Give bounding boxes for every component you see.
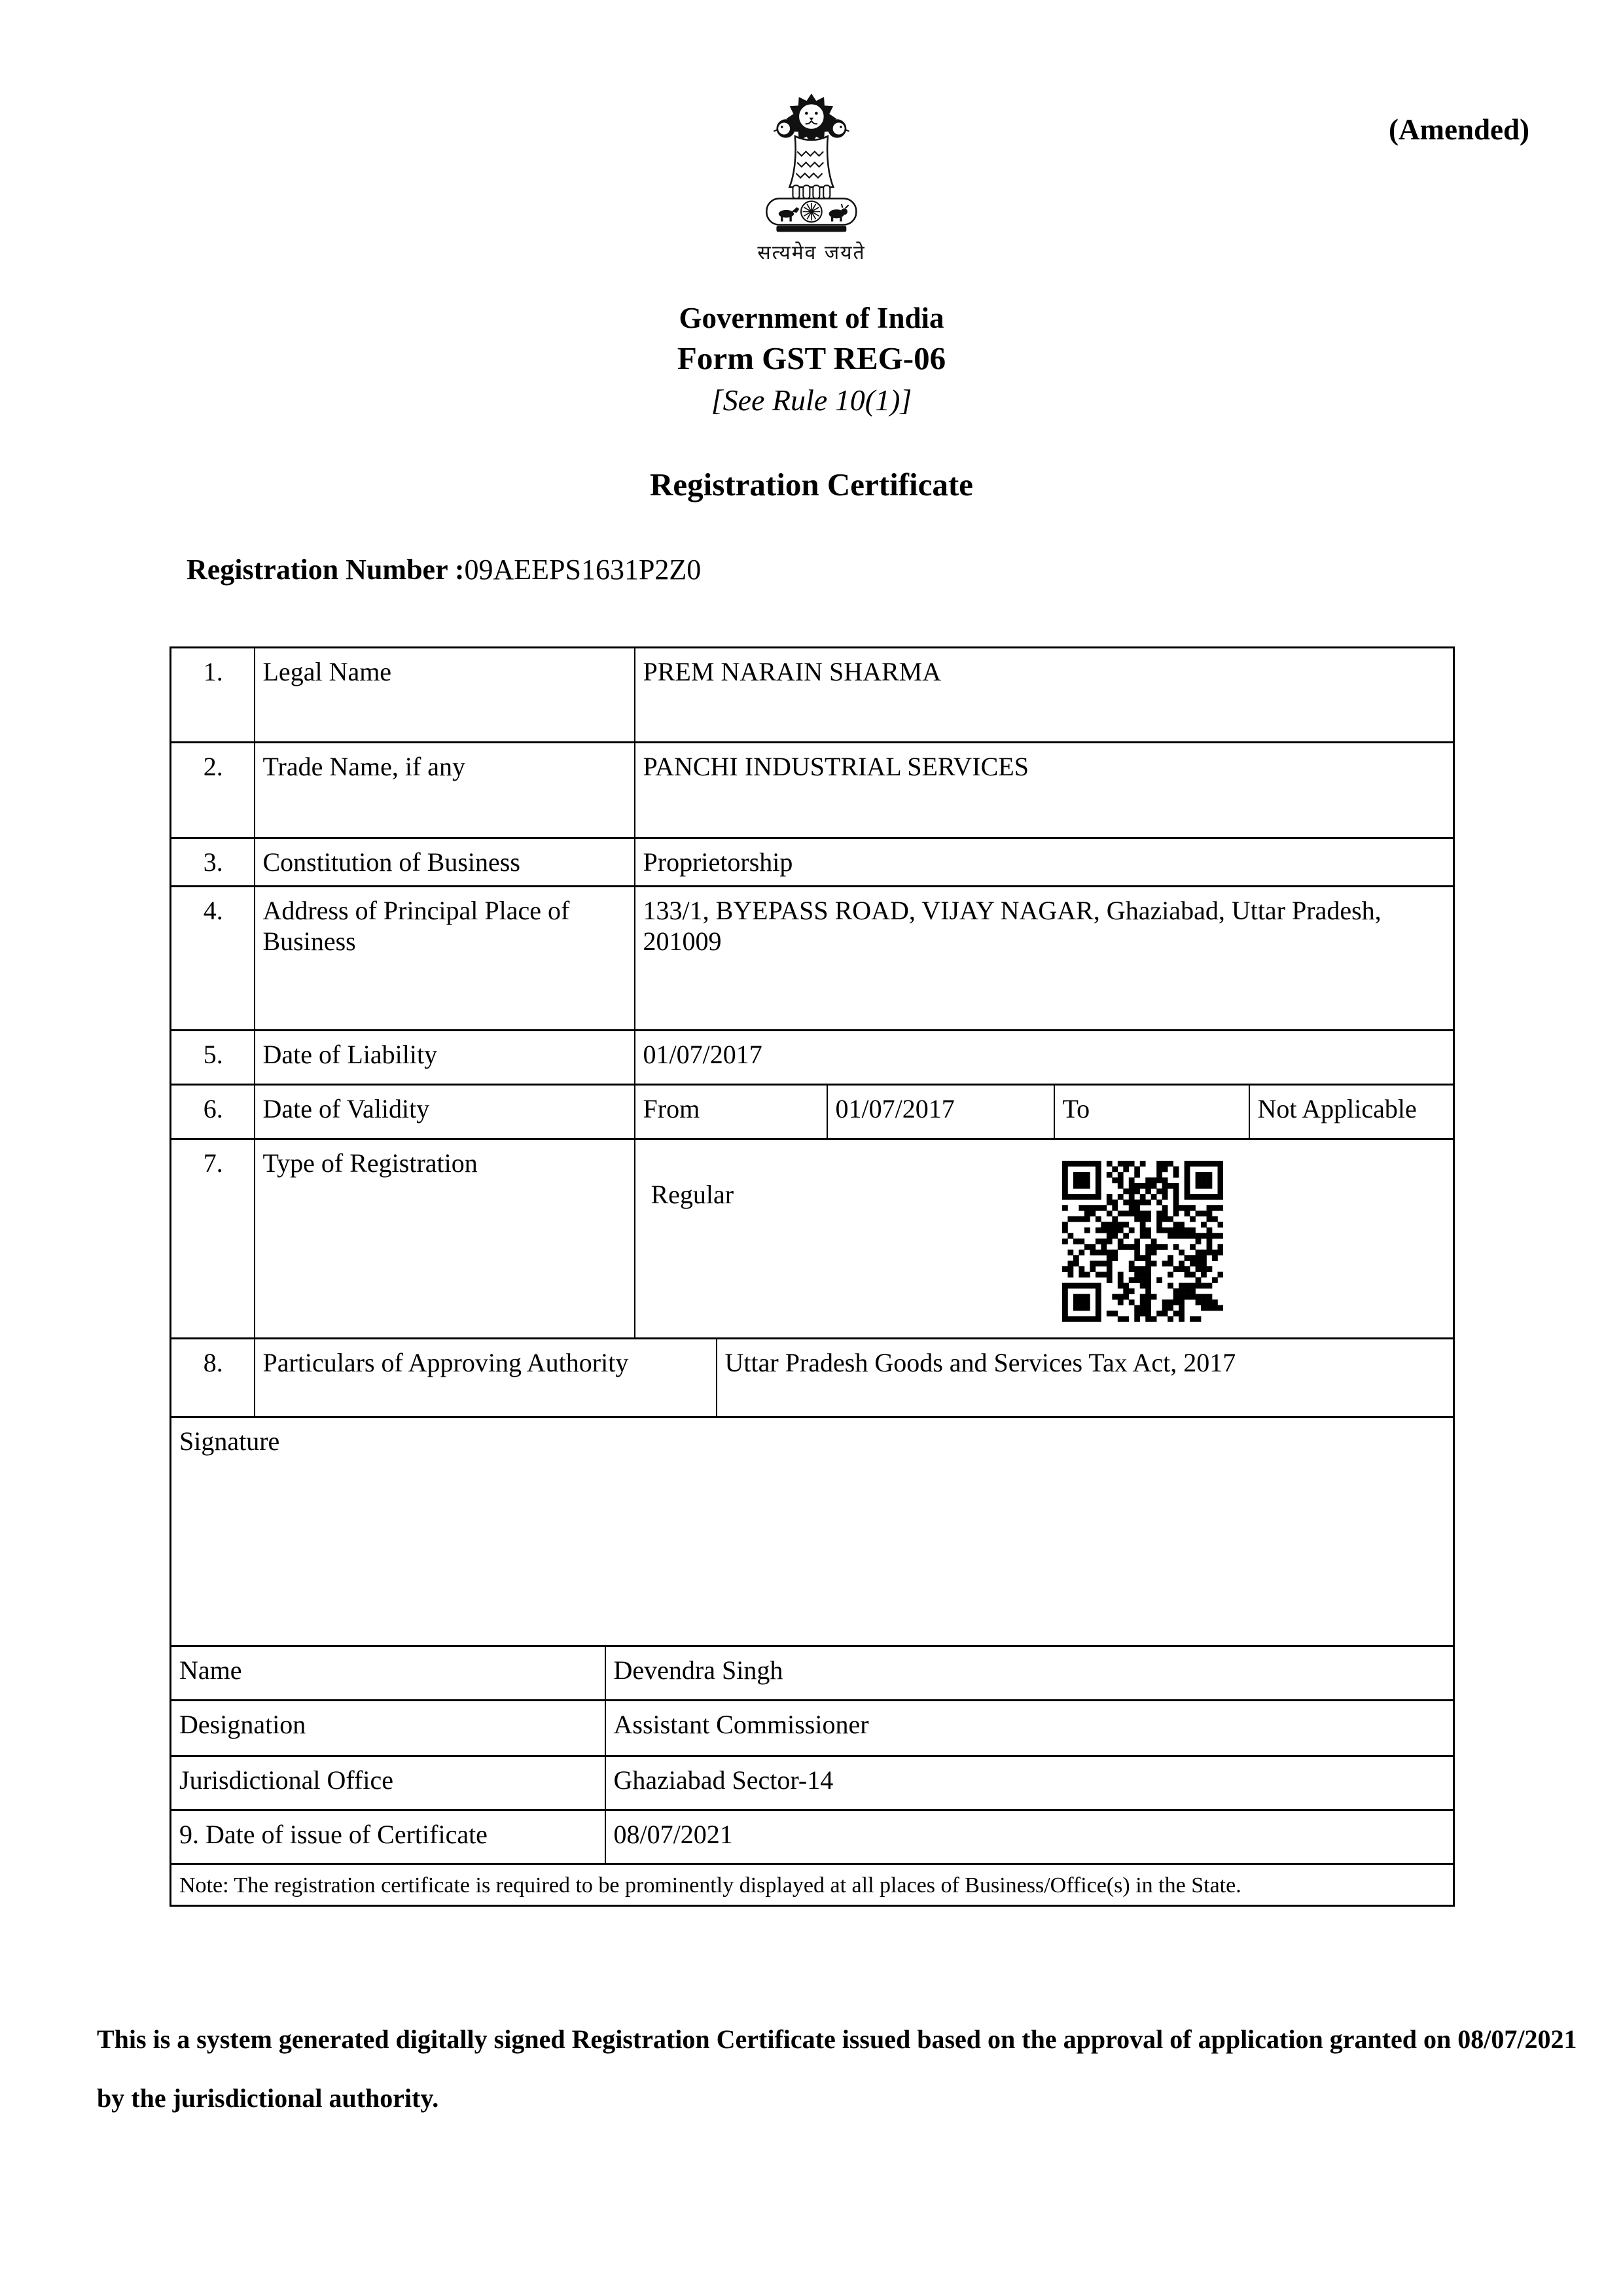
date-of-validity-label: Date of Validity bbox=[255, 1085, 635, 1139]
note-row bbox=[171, 1864, 1454, 1906]
principal-address-row bbox=[171, 887, 1454, 1031]
constitution-row bbox=[171, 838, 1454, 887]
form-name-heading: Form GST REG-06 bbox=[677, 340, 946, 376]
date-of-liability-row bbox=[171, 1031, 1454, 1085]
certificate-title: Registration Certificate bbox=[650, 467, 973, 503]
legal-name-label: Legal Name bbox=[255, 648, 635, 743]
signature-cell: Signature bbox=[171, 1417, 1454, 1646]
validity-from-value: 01/07/2017 bbox=[827, 1085, 1054, 1139]
legal-name-value: PREM NARAIN SHARMA bbox=[635, 648, 1454, 743]
emblem-block bbox=[0, 80, 1623, 265]
approving-authority-row bbox=[171, 1339, 1454, 1417]
officer-name-value: Devendra Singh bbox=[605, 1646, 1454, 1701]
date-of-liability-value: 01/07/2017 bbox=[635, 1031, 1454, 1085]
rule-reference: [See Rule 10(1)] bbox=[711, 383, 912, 417]
note-cell: Note: The registration certificate is required to be prominently displayed at all places of Business/Office(s) in the State. bbox=[171, 1864, 1454, 1906]
registration-number-label: Registration Number : bbox=[187, 554, 465, 586]
state-emblem-of-india-icon bbox=[751, 80, 872, 236]
date-of-validity-row bbox=[171, 1085, 1454, 1139]
principal-address-label: Address of Principal Place of Business bbox=[255, 887, 635, 1031]
approving-authority-value: Uttar Pradesh Goods and Services Tax Act, 2017 bbox=[717, 1339, 1454, 1417]
designation-row bbox=[171, 1701, 1454, 1756]
legal-name-serial: 1. bbox=[171, 648, 255, 743]
validity-from-label: From bbox=[635, 1085, 827, 1139]
registration-number-line bbox=[187, 553, 701, 586]
amended-tag: (Amended) bbox=[1389, 113, 1529, 146]
trade-name-value: PANCHI INDUSTRIAL SERVICES bbox=[635, 743, 1454, 838]
officer-name-label: Name bbox=[171, 1646, 605, 1701]
issue-date-value: 08/07/2021 bbox=[605, 1810, 1454, 1864]
government-heading: Government of India bbox=[679, 302, 944, 334]
jurisdictional-office-row bbox=[171, 1756, 1454, 1810]
trade-name-label: Trade Name, if any bbox=[255, 743, 635, 838]
validity-to-value: Not Applicable bbox=[1249, 1085, 1454, 1139]
constitution-serial: 3. bbox=[171, 838, 255, 887]
jurisdictional-office-label: Jurisdictional Office bbox=[171, 1756, 605, 1810]
validity-to-label: To bbox=[1054, 1085, 1249, 1139]
legal-name-row bbox=[171, 648, 1454, 743]
type-of-registration-value: Regular bbox=[651, 1180, 734, 1209]
registration-table bbox=[169, 646, 1455, 1907]
issue-date-row bbox=[171, 1810, 1454, 1864]
date-of-liability-label: Date of Liability bbox=[255, 1031, 635, 1085]
date-of-liability-serial: 5. bbox=[171, 1031, 255, 1085]
designation-value: Assistant Commissioner bbox=[605, 1701, 1454, 1756]
approving-authority-serial: 8. bbox=[171, 1339, 255, 1417]
date-of-validity-serial: 6. bbox=[171, 1085, 255, 1139]
trade-name-serial: 2. bbox=[171, 743, 255, 838]
designation-label: Designation bbox=[171, 1701, 605, 1756]
approving-authority-label: Particulars of Approving Authority bbox=[255, 1339, 717, 1417]
type-of-registration-wrap bbox=[643, 1148, 1447, 1332]
issue-date-label: 9. Date of issue of Certificate bbox=[171, 1810, 605, 1864]
type-of-registration-value-cell bbox=[635, 1139, 1454, 1339]
jurisdictional-office-value: Ghaziabad Sector-14 bbox=[605, 1756, 1454, 1810]
principal-address-serial: 4. bbox=[171, 887, 255, 1031]
type-of-registration-label: Type of Registration bbox=[255, 1139, 635, 1339]
constitution-value: Proprietorship bbox=[635, 838, 1454, 887]
constitution-label: Constitution of Business bbox=[255, 838, 635, 887]
footer-statement: This is a system generated digitally signed Registration Certificate issued based on the approval of application granted on 08/07/2021 by the jurisdictional authority. bbox=[97, 2024, 1577, 2113]
qr-code bbox=[1062, 1161, 1223, 1322]
officer-name-row bbox=[171, 1646, 1454, 1701]
registration-number-value: 09AEEPS1631P2Z0 bbox=[464, 554, 702, 586]
type-of-registration-row bbox=[171, 1139, 1454, 1339]
principal-address-value: 133/1, BYEPASS ROAD, VIJAY NAGAR, Ghaziabad, Uttar Pradesh, 201009 bbox=[635, 887, 1454, 1031]
trade-name-row bbox=[171, 743, 1454, 838]
type-of-registration-serial: 7. bbox=[171, 1139, 255, 1339]
signature-row bbox=[171, 1417, 1454, 1646]
emblem-motto: सत्यमेव जयते bbox=[757, 241, 866, 264]
